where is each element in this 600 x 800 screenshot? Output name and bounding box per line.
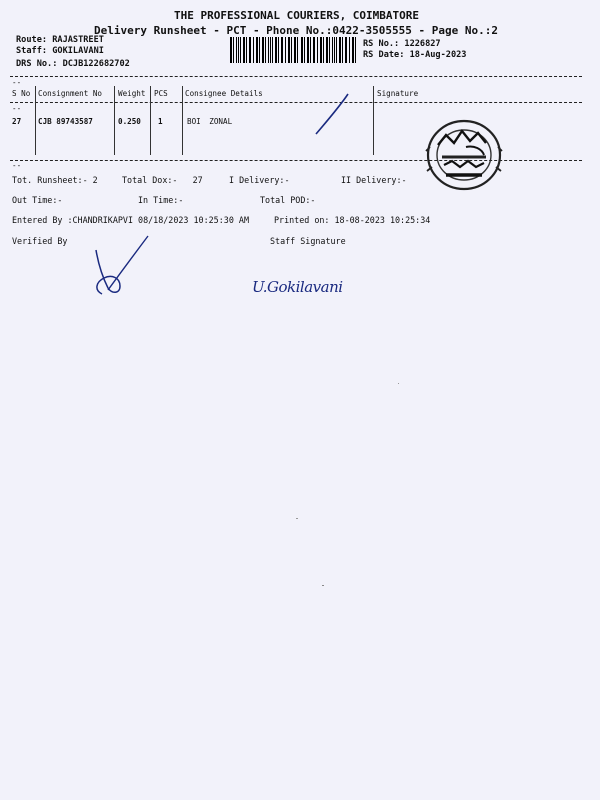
table-start-marker: -- [12, 78, 22, 87]
ii-delivery: II Delivery:- [341, 175, 407, 185]
in-time: In Time:- [138, 195, 184, 205]
col-header-weight: Weight [118, 89, 146, 98]
row-pcs: 1 [158, 117, 163, 126]
scan-speck [322, 585, 324, 586]
office-seal-stamp [424, 117, 504, 193]
company-title: THE PROFESSIONAL COURIERS, COIMBATORE [174, 9, 420, 22]
divider-bottom [10, 160, 582, 161]
row-consignee: BOI ZONAL [187, 117, 233, 126]
rs-number: RS No.: 1226827 [363, 39, 441, 49]
col-header-signature: Signature [377, 89, 419, 98]
scan-speck [398, 383, 399, 384]
verified-by-label: Verified By [12, 236, 68, 246]
col-header-sno: S No [12, 89, 31, 98]
total-pod: Total POD:- [260, 195, 316, 205]
row-consignment: CJB 89743587 [38, 117, 93, 126]
total-dox: Total Dox:- 27 [122, 175, 203, 185]
row-sno: 27 [12, 117, 22, 126]
col-line [373, 86, 374, 155]
totals-marker: -- [12, 161, 22, 170]
col-header-pcs: PCS [154, 89, 168, 98]
row-marker: -- [12, 104, 22, 113]
i-delivery: I Delivery:- [229, 175, 290, 185]
entered-by: Entered By :CHANDRIKAPVI 08/18/2023 10:25:30 AM [12, 215, 249, 225]
staff-signature-label: Staff Signature [270, 236, 346, 246]
rs-date: RS Date: 18-Aug-2023 [363, 50, 467, 60]
col-line [35, 86, 36, 155]
divider-top [10, 76, 582, 77]
row-weight: 0.250 [118, 117, 141, 126]
tot-runsheet: Tot. Runsheet:- 2 [12, 175, 98, 185]
route-label: Route: RAJASTREET [16, 35, 104, 45]
drs-number: DRS No.: DCJB122682702 [16, 59, 130, 69]
col-header-consignee: Consignee Details [185, 89, 263, 98]
row-signature-stroke [312, 92, 352, 137]
staff-handwritten-signature: U.Gokilavani [252, 278, 343, 296]
divider-header [10, 102, 582, 103]
col-line [114, 86, 115, 155]
runsheet-subtitle: Delivery Runsheet - PCT - Phone No.:0422-3505555 - Page No.:2 [94, 24, 498, 37]
col-header-consignment: Consignment No [38, 89, 103, 98]
verifier-signature [84, 232, 154, 300]
scan-speck [296, 518, 298, 519]
staff-label: Staff: GOKILAVANI [16, 46, 104, 56]
out-time: Out Time:- [12, 195, 63, 205]
col-line [182, 86, 183, 155]
col-line [150, 86, 151, 155]
printed-on: Printed on: 18-08-2023 10:25:34 [274, 215, 431, 225]
barcode [230, 37, 358, 63]
